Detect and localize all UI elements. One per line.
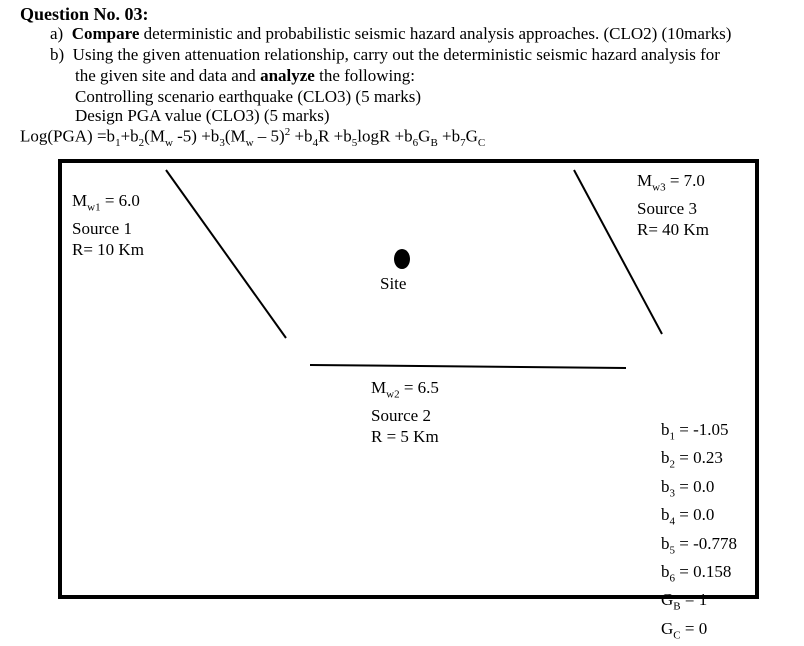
source-2-label xyxy=(371,377,439,447)
coefficient-row: $G_C = 0$ xyxy=(661,618,708,642)
coefficient-list xyxy=(661,419,737,646)
coefficient-row: $b_6 = 0.158$ xyxy=(661,561,732,585)
part-b-subtask-1: Controlling scenario earthquake (CLO3) (5 marks) xyxy=(75,87,422,106)
coefficient-row: $b_5 = -0.778$ xyxy=(661,533,737,556)
source-1-magnitude: $M_{w1} = 6.0$ xyxy=(72,191,140,214)
part-b-keyword: analyze xyxy=(260,66,315,85)
part-a-marker: a) xyxy=(50,24,64,43)
source-1-label xyxy=(72,190,144,260)
site-marker xyxy=(394,249,410,269)
fault-line-source-2 xyxy=(310,365,626,368)
source-3-name: Source 3 xyxy=(637,199,697,219)
source-2-magnitude: $M_{w2} = 6.5$ xyxy=(371,378,439,401)
coefficient-row: $b_3 = 0.0$ xyxy=(661,476,715,500)
question-title: Question No. 03: xyxy=(20,4,149,24)
fault-line-source-1 xyxy=(166,170,286,338)
part-b-marker: b) xyxy=(50,45,65,64)
coefficient-row: $G_B = 1$ xyxy=(661,590,708,613)
coefficient-row: $b_1 = -1.05$ xyxy=(661,420,729,443)
source-2-distance: R = 5 Km xyxy=(371,427,439,447)
part-b-line2-pre: the given site and data and xyxy=(75,66,256,85)
site-label: Site xyxy=(380,274,407,293)
coefficient-row: $b_2 = 0.23$ xyxy=(661,448,723,471)
part-b-line2-post: the following: xyxy=(319,66,415,85)
part-a-text: deterministic and probabilistic seismic hazard analysis approaches. (CLO2) (10marks) xyxy=(143,24,732,43)
source-2-name: Source 2 xyxy=(371,406,431,426)
source-3-label xyxy=(637,170,709,240)
source-3-magnitude: $M_{w3} = 7.0$ xyxy=(637,171,705,194)
part-a-keyword: Compare xyxy=(71,24,140,43)
coefficient-row: $b_4 = 0.0$ xyxy=(661,505,715,528)
part-b-text: Using the given attenuation relationship, carry out the deterministic seismic hazard analysis for xyxy=(72,45,720,64)
source-1-name: Source 1 xyxy=(72,219,132,239)
source-1-distance: R= 10 Km xyxy=(72,240,144,260)
attenuation-formula: $Log(PGA) =b_1+b_2(M_w$ $-5) +b_3(M_w - 5)^2 +b_4R +b_5\log R +b_6G_B +b_7G_C$ xyxy=(20,126,486,150)
part-b-subtask-2: Design PGA value (CLO3) (5 marks) xyxy=(75,106,330,125)
source-3-distance: R= 40 Km xyxy=(637,220,709,240)
